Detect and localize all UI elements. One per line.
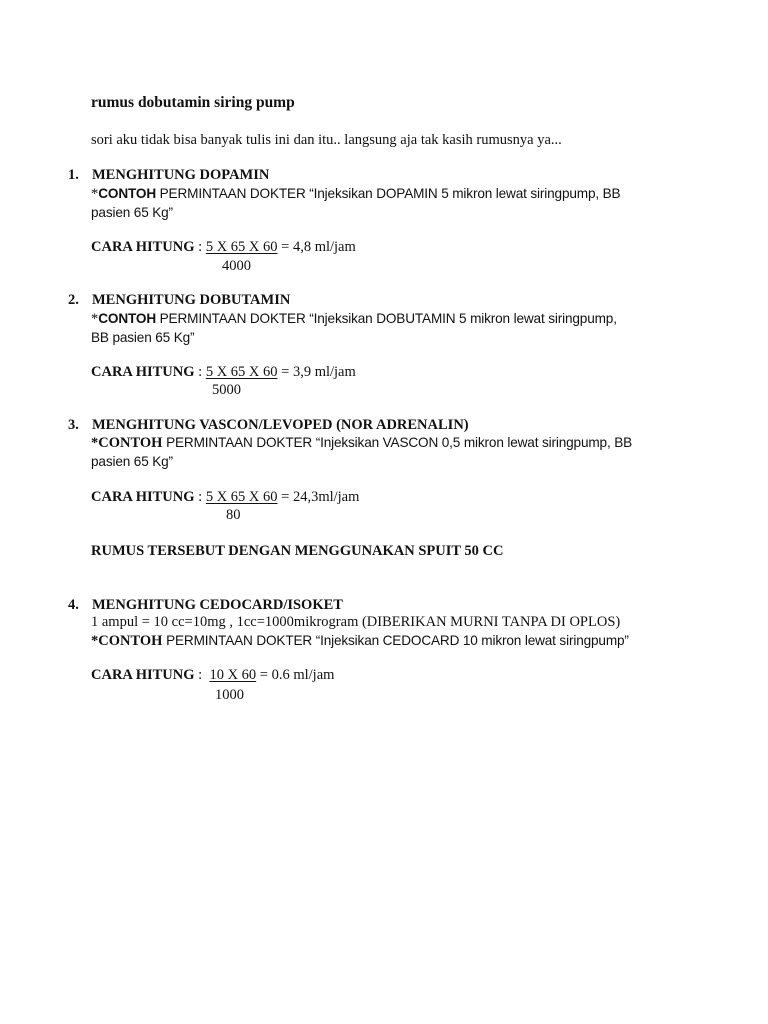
example-label: CONTOH [98, 311, 157, 326]
calculation-line [91, 666, 334, 684]
example-line [91, 434, 632, 452]
calculation-line [91, 363, 356, 381]
section-heading: MENGHITUNG CEDOCARD/ISOKET [92, 597, 343, 613]
calc-result: = 0.6 ml/jam [256, 667, 335, 683]
example-line-2: pasien 65 Kg” [91, 205, 173, 220]
example-line [91, 185, 620, 203]
section-heading: MENGHITUNG DOPAMIN [92, 167, 270, 183]
section-number: 2. [68, 292, 79, 308]
example-line-2: pasien 65 Kg” [91, 454, 173, 469]
calc-denominator: 4000 [222, 258, 251, 274]
calc-result: = 4,8 ml/jam [277, 239, 356, 255]
calculation-line [91, 488, 359, 506]
calc-label: CARA HITUNG [91, 239, 195, 255]
calc-numerator: 10 X 60 [209, 667, 257, 683]
calc-numerator: 5 X 65 X 60 [205, 239, 278, 255]
section-number: 3. [68, 417, 79, 433]
example-label: *CONTOH [91, 633, 163, 649]
example-prefix: * [91, 186, 99, 202]
example-text: PERMINTAAN DOKTER “Injeksikan VASCON 0,5 mikron lewat siringpump, BB [162, 435, 633, 450]
ampule-info: 1 ampul = 10 cc=10mg , 1cc=1000mikrogram (DIBERIKAN MURNI TANPA DI OPLOS) [91, 614, 621, 630]
calc-denominator: 5000 [212, 382, 241, 398]
calc-result: = 3,9 ml/jam [277, 364, 356, 380]
example-line [91, 310, 617, 328]
calc-denominator: 80 [226, 507, 241, 523]
calc-denominator: 1000 [215, 687, 244, 703]
section-number: 1. [68, 167, 79, 183]
calc-separator: : [194, 364, 206, 380]
calc-label: CARA HITUNG [91, 364, 195, 380]
calc-numerator: 5 X 65 X 60 [205, 489, 278, 505]
intro-text: sori aku tidak bisa banyak tulis ini dan itu.. langsung aja tak kasih rumusnya ya... [91, 132, 562, 148]
example-line-2: BB pasien 65 Kg” [91, 330, 195, 345]
example-prefix: * [91, 311, 99, 327]
calc-separator: : [194, 239, 206, 255]
example-label: CONTOH [98, 186, 157, 201]
example-text: PERMINTAAN DOKTER “Injeksikan DOPAMIN 5 mikron lewat siringpump, BB [156, 186, 621, 201]
syringe-note: RUMUS TERSEBUT DENGAN MENGGUNAKAN SPUIT 50 CC [91, 543, 504, 559]
section-heading: MENGHITUNG VASCON/LEVOPED (NOR ADRENALIN) [92, 417, 469, 433]
calc-label: CARA HITUNG [91, 489, 195, 505]
example-text: PERMINTAAN DOKTER “Injeksikan DOBUTAMIN 5 mikron lewat siringpump, [156, 311, 617, 326]
example-text: PERMINTAAN DOKTER “Injeksikan CEDOCARD 10 mikron lewat siringpump” [162, 633, 629, 648]
calc-separator: : [194, 667, 210, 683]
example-line [91, 632, 629, 650]
calc-separator: : [194, 489, 206, 505]
calc-label: CARA HITUNG [91, 667, 195, 683]
calculation-line [91, 238, 356, 256]
section-number: 4. [68, 597, 79, 613]
calc-numerator: 5 X 65 X 60 [205, 364, 278, 380]
calc-result: = 24,3ml/jam [277, 489, 360, 505]
document-title: rumus dobutamin siring pump [91, 94, 295, 111]
example-label: *CONTOH [91, 435, 163, 451]
section-heading: MENGHITUNG DOBUTAMIN [92, 292, 291, 308]
